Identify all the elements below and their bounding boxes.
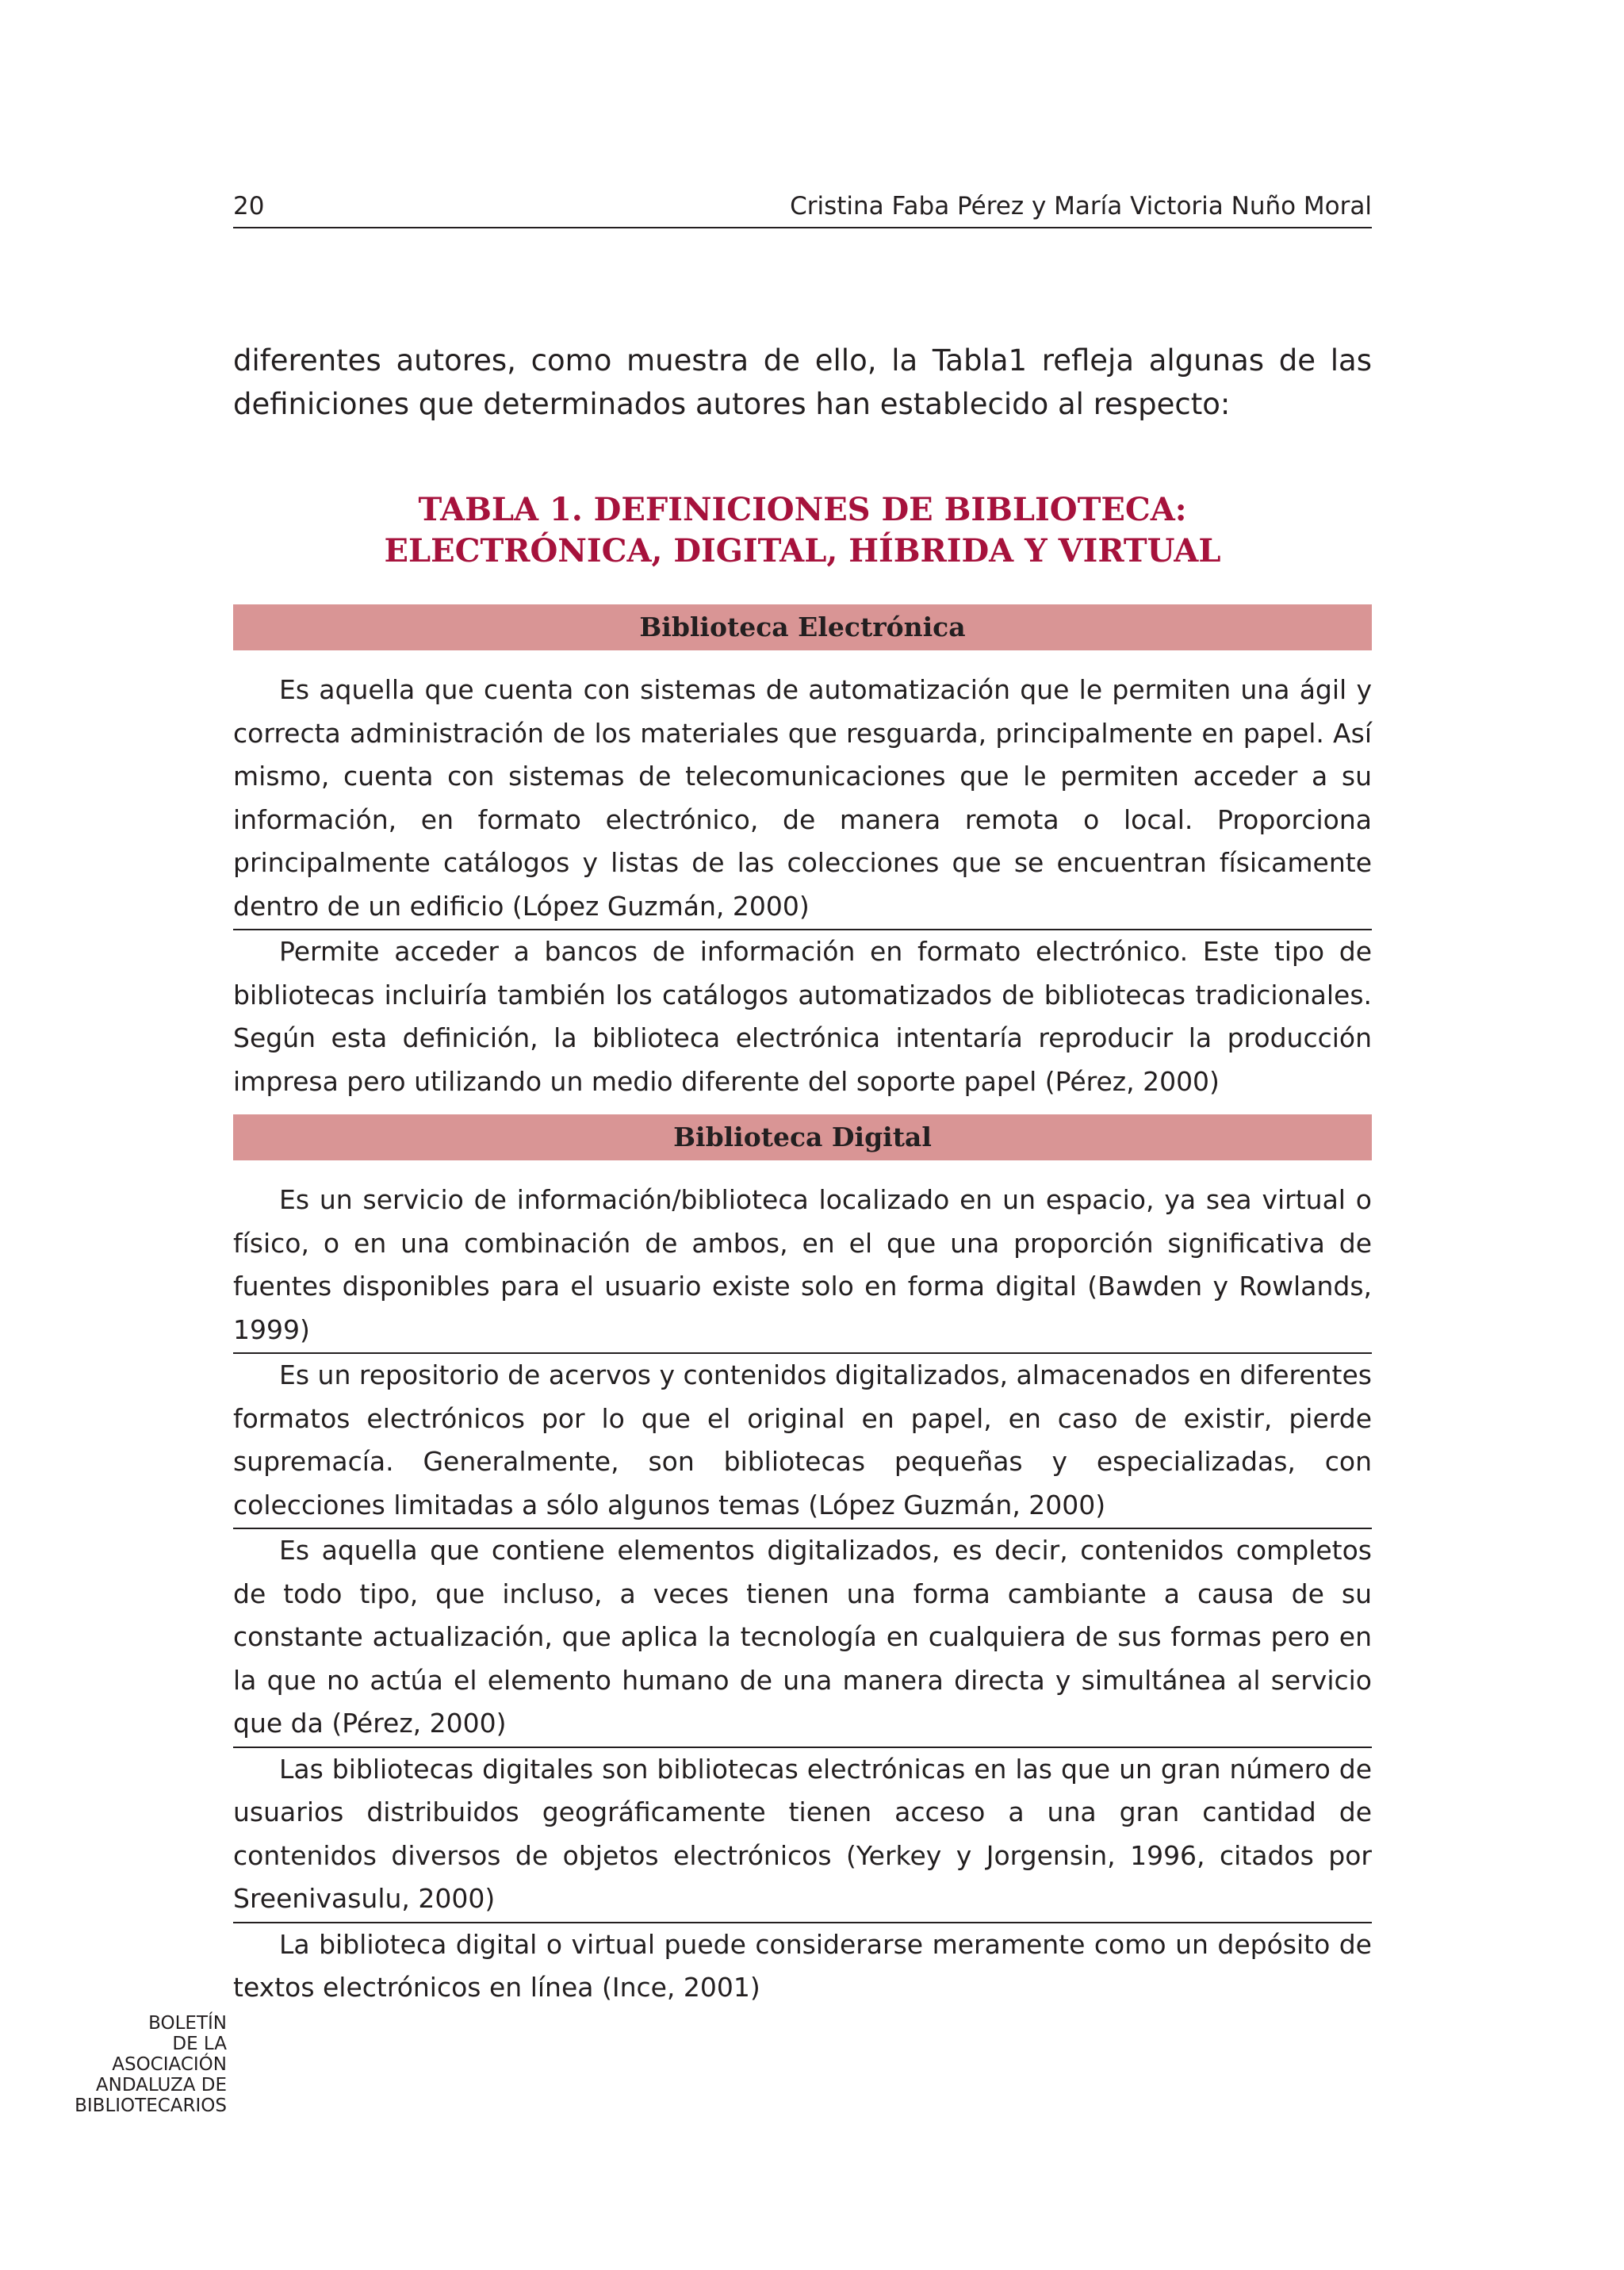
definition-item: La biblioteca digital o virtual puede considerarse meramente como un depósito de textos electrónicos en línea (Ince, 2001) — [233, 1928, 1372, 2003]
definition-item: Es aquella que cuenta con sistemas de automatización que le permiten una ágil y correcta administración de los materiales que resguarda, principalmente en papel. Así mismo, cuenta con sistemas de telecomunicaciones que le permiten acceder a su información, en formato electrónico, de manera remota o local. Proporciona principalmente catálogos y listas de las colecciones que se encuentran físicamente dentro de un edificio (López Guzmán, 2000) — [233, 669, 1372, 930]
table-title — [233, 489, 1372, 572]
journal-sidebar — [71, 2013, 227, 2116]
sidebar-line: BOLETÍN — [148, 2013, 227, 2034]
sidebar-line: BIBLIOTECARIOS — [75, 2096, 227, 2116]
intro-paragraph: diferentes autores, como muestra de ello, la Tabla1 refleja algunas de las definiciones que determinados autores han establecido al respecto: — [233, 343, 1372, 421]
page-header — [233, 186, 1372, 228]
definition-item: Es aquella que contiene elementos digitalizados, es decir, contenidos completos de todo tipo, que incluso, a veces tienen una forma cambiante a causa de su constante actualización, que aplica la tecnología en cualquiera de sus formas pero en la que no actúa el elemento humano de una manera directa y simultánea al servicio que da (Pérez, 2000) — [233, 1529, 1372, 1748]
sidebar-line: DE LA — [172, 2034, 227, 2054]
section-body-digital — [233, 1179, 1372, 2011]
sidebar-line: ANDALUZA DE — [95, 2075, 227, 2096]
section-body-electronica — [233, 669, 1372, 1104]
section-heading-electronica: Biblioteca Electrónica — [233, 604, 1372, 650]
definition-item: Las bibliotecas digitales son bibliotecas electrónicas en las que un gran número de usuarios distribuidos geográficamente tienen acceso a una gran cantidad de contenidos diversos de objetos electrónicos (Yerkey y Jorgensin, 1996, citados por Sreenivasulu, 2000) — [233, 1748, 1372, 1923]
sidebar-line: ASOCIACIÓN — [112, 2054, 227, 2075]
table-title-line-2: ELECTRÓNICA, DIGITAL, HÍBRIDA Y VIRTUAL — [384, 532, 1221, 569]
page-number: 20 — [233, 192, 265, 220]
table-title-line-1: TABLA 1. DEFINICIONES DE BIBLIOTECA: — [418, 491, 1187, 528]
section-heading-digital: Biblioteca Digital — [233, 1114, 1372, 1160]
running-title: Cristina Faba Pérez y María Victoria Nuño Moral — [790, 192, 1372, 220]
definition-item: Permite acceder a bancos de información en formato electrónico. Este tipo de bibliotecas incluiría también los catálogos automatizados de bibliotecas tradicionales. Según esta definición, la biblioteca electrónica intentaría reproducir la producción impresa pero utilizando un medio diferente del soporte papel (Pérez, 2000) — [233, 936, 1372, 1097]
definition-item: Es un servicio de información/biblioteca localizado en un espacio, ya sea virtual o físico, o en una combinación de ambos, en el que una proporción significativa de fuentes disponibles para el usuario existe solo en forma digital (Bawden y Rowlands, 1999) — [233, 1179, 1372, 1354]
definition-item: Es un repositorio de acervos y contenidos digitalizados, almacenados en diferentes formatos electrónicos por lo que el original en papel, en caso de existir, pierde supremacía. Generalmente, son bibliotecas pequeñas y especializadas, con colecciones limitadas a sólo algunos temas (López Guzmán, 2000) — [233, 1354, 1372, 1529]
